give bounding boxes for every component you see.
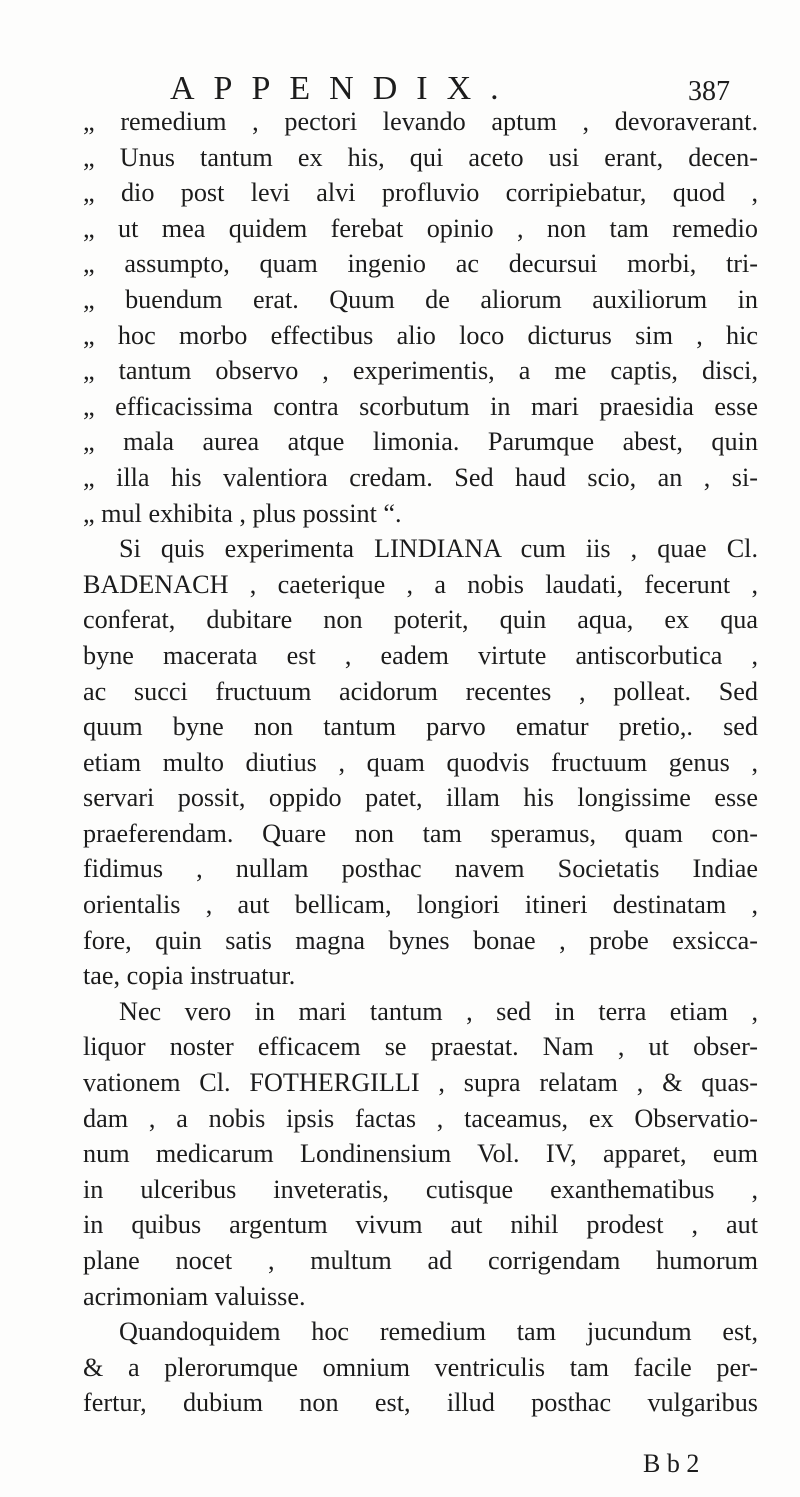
text-line: „ illa his valentiora credam. Sed haud scio, an , si- (83, 462, 758, 492)
page-number: 387 (688, 76, 730, 107)
running-title: APPENDIX. (170, 70, 518, 107)
text-line: acrimoniam valuisse. (83, 1281, 306, 1311)
text-line: plane nocet , multum ad corrigendam humorum (83, 1246, 758, 1275)
text-line: liquor noster efficacem se praestat. Nam , ut obser- (83, 1032, 758, 1062)
text-line: „ remedium , pectori levando aptum , devoraverant. (83, 107, 758, 136)
text-line: quum byne non tantum parvo ematur pretio,. sed (83, 712, 758, 742)
text-line: Si quis experimenta LINDIANA cum iis , quae Cl. (119, 534, 758, 564)
text-line: dam , a nobis ipsis factas , taceamus, ex Observatio- (83, 1103, 758, 1133)
text-line: BADENACH , caeterique , a nobis laudati, fecerunt , (83, 569, 758, 599)
body-text (83, 104, 758, 1421)
text-line: vationem Cl. FOTHERGILLI , supra relatam , & quas- (83, 1068, 758, 1098)
text-line: etiam multo diutius , quam quodvis fructuum genus , (83, 747, 758, 777)
text-line: „ tantum observo , experimentis, a me captis, disci, (83, 356, 758, 386)
text-line: „ Unus tantum ex his, qui aceto usi erant, decen- (83, 142, 758, 172)
text-line: num medicarum Londinensium Vol. IV, apparet, eum (83, 1139, 758, 1169)
text-line: „ hoc morbo effectibus alio loco dicturus sim , hic (83, 320, 758, 350)
text-line: Nec vero in mari tantum , sed in terra etiam , (119, 996, 758, 1026)
text-line: „ mala aurea atque limonia. Parumque abest, quin (83, 427, 758, 457)
text-line: „ efficacissima contra scorbutum in mari praesidia esse (83, 391, 758, 421)
text-line: „ assumpto, quam ingenio ac decursui morbi, tri- (83, 249, 758, 279)
text-line: fidimus , nullam posthac navem Societatis Indiae (83, 854, 758, 884)
text-line: „ mul exhibita , plus possint “. (83, 498, 402, 528)
text-line: in ulceribus inveteratis, cutisque exanthematibus , (83, 1174, 758, 1204)
text-line: & a plerorumque omnium ventriculis tam facile per- (83, 1352, 758, 1382)
text-line: fertur, dubium non est, illud posthac vulgaribus (83, 1388, 758, 1418)
text-line: ac succi fructuum acidorum recentes , polleat. Sed (83, 676, 758, 706)
text-line: „ ut mea quidem ferebat opinio , non tam remedio (83, 213, 758, 243)
text-line: byne macerata est , eadem virtute antiscorbutica , (83, 640, 758, 670)
text-line: praeferendam. Quare non tam speramus, quam con- (83, 818, 758, 848)
text-line: „ dio post levi alvi profluvio corripiebatur, quod , (83, 178, 758, 208)
text-line: conferat, dubitare non poterit, quin aqua, ex qua (83, 605, 758, 635)
text-line: in quibus argentum vivum aut nihil prodest , aut (83, 1210, 758, 1240)
text-line: fore, quin satis magna bynes bonae , probe exsicca- (83, 925, 758, 955)
text-line: „ buendum erat. Quum de aliorum auxiliorum in (83, 284, 758, 314)
signature-mark: B b 2 (643, 1449, 700, 1478)
text-line: orientalis , aut bellicam, longiori itineri destinatam , (83, 890, 758, 920)
text-line: servari possit, oppido patet, illam his longissime esse (83, 783, 758, 813)
text-line: tae, copia instruatur. (83, 961, 296, 991)
text-line: Quandoquidem hoc remedium tam jucundum est, (119, 1317, 758, 1347)
